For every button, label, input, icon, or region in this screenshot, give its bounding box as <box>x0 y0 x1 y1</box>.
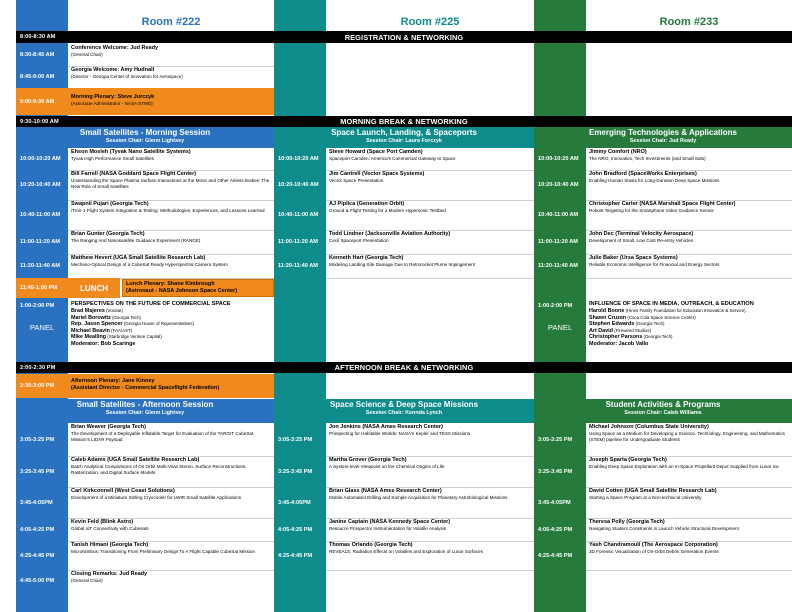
talk-entry <box>586 456 792 487</box>
talk-speaker: Ehson Mosleh (Tyvak Nano Satellite Systems) <box>71 149 191 155</box>
panelist-org: (Coca Cola Space Science Center) <box>626 314 696 320</box>
time-slot: 10:00-10:20 AM <box>278 156 319 162</box>
talk-title: (General Chair) <box>71 578 103 583</box>
talk-title: Mobile Automated Drilling and Sample Acquisition for Planetary Astrobiological Missions <box>329 495 508 500</box>
talk-title: Navigating Student Constraints in Launch Vehicle Structural Development <box>589 526 739 531</box>
talk-title: Prospecting for Habitable Worlds: NASA's Kepler and TESS Missions <box>329 431 471 436</box>
time-slot: 3:25-3:45 PM <box>20 468 55 475</box>
time-slot: 3:45-4:05PM <box>278 499 311 506</box>
session-header <box>274 127 534 148</box>
time-slot: 4:05-4:25 PM <box>20 526 55 533</box>
talk-title: Using Space as a Medium for Developing a Science, Technology, Engineering, and Mathematics (STEM) pipeline for Undergraduate Students <box>589 431 785 442</box>
talk-entry <box>326 254 534 278</box>
talk-entry <box>68 541 274 570</box>
session-chair: Session Chair: Laura Forczyk <box>366 138 442 144</box>
session-header <box>274 399 534 423</box>
talk-title: (Astronaut - NASA Johnson Space Center) <box>126 288 238 294</box>
time-slot: 10:40-11:00 AM <box>278 212 319 218</box>
talk-speaker: Michael Johnson (Columbus State University) <box>589 424 709 430</box>
panelist <box>589 308 789 315</box>
panelist <box>71 321 271 328</box>
session-title: Small Satellites - Morning Session <box>79 128 211 137</box>
panelist-name: Rep. Jason Spencer <box>71 321 123 328</box>
time-slot: 11:20-11:40 AM <box>20 263 60 269</box>
panelist <box>71 341 271 348</box>
talk-speaker: David Cotten (UGA Small Satellite Research Lab) <box>589 488 717 494</box>
panelist <box>589 334 789 341</box>
talk-entry <box>586 254 792 278</box>
session-title: Space Science & Deep Space Missions <box>329 400 479 409</box>
panelist-org: (Starbridge Venture Capital) <box>106 334 162 340</box>
panelist-name: Brad Majeres <box>71 308 105 314</box>
talk-entry <box>586 230 792 254</box>
talk-speaker: Morning Plenary: Steve Jurczyk <box>71 94 155 100</box>
talk-entry <box>326 487 534 518</box>
talk-speaker: Julie Baker (Ursa Space Systems) <box>589 255 678 261</box>
session-chair: Session Chair: Glenn Lightsey <box>105 138 185 144</box>
talk-speaker: Conference Welcome: Jud Ready <box>71 45 159 51</box>
time-slot: 4:25-4:45 PM <box>278 552 313 559</box>
afternoon-break-bar <box>16 362 792 373</box>
panelist <box>71 315 271 322</box>
talk-speaker: Swapnil Pujari (Georgia Tech) <box>71 201 149 207</box>
bar-label: REGISTRATION & NETWORKING <box>344 32 464 42</box>
talk-entry <box>68 170 274 200</box>
talk-entry <box>586 148 792 170</box>
talk-speaker: Steve Howard (Space Port Camden) <box>329 149 423 155</box>
talk-entry <box>586 423 792 456</box>
closing-time: 4:45-5:00 PM <box>20 578 55 584</box>
talk-entry <box>68 518 274 541</box>
time-slot: 10:00-10:20 AM <box>538 156 579 162</box>
talk-title: Tyvak High Performance Small Satellites <box>71 156 154 161</box>
time-slot: 10:40-11:00 AM <box>20 212 61 218</box>
registration-bar <box>16 31 792 43</box>
panelist-name: Mike Mealling <box>71 334 107 341</box>
time-slot: 3:05-3:25 PM <box>278 436 313 443</box>
talk-title: Modeling Landing Site Damage Due to Retrorocket Plume Impingement <box>329 262 476 267</box>
talk-entry <box>326 541 534 570</box>
session-title: Student Activities & Programs <box>605 400 721 409</box>
talk-title: Mechano-Optical Design of a CubeSat Ready Hyperspectral Camera System <box>71 262 228 267</box>
time-slot: 3:05-3:25 PM <box>20 436 55 443</box>
talk-entry <box>326 423 534 456</box>
time-slot: 3:45-4:05PM <box>538 499 571 506</box>
talk-speaker: Thomas Orlando (Georgia Tech) <box>329 542 413 548</box>
panel-time: 1:00-2:00 PM <box>538 303 573 309</box>
time-slot: 11:20-11:40 AM <box>538 263 578 269</box>
morning-break-bar <box>16 116 792 127</box>
talk-speaker: AJ Piplica (Generation Orbit) <box>329 201 405 207</box>
panelist-org: (Georgia Tech) <box>642 334 673 340</box>
time-slot: 4:05-4:25 PM <box>278 526 313 533</box>
talk-title: Development of Small, Low Cost Re-entry Vehicles <box>589 238 693 243</box>
panel-time: 1:00-2:00 PM <box>20 303 55 309</box>
talk-title: (Associate Administrator - NASA STMD) <box>71 101 153 106</box>
panelist-name: Moderator: Jacob Vallo <box>589 340 649 347</box>
talk-speaker: Todd Lindner (Jacksonville Aviation Authority) <box>329 231 451 237</box>
panelist <box>71 328 271 335</box>
panelist <box>589 328 789 335</box>
room-header-1: Room #222 <box>141 16 201 28</box>
session-title: Space Launch, Landing, & Spaceports <box>331 128 477 137</box>
talk-title: Cecil Spaceport Presentation <box>329 238 389 243</box>
talk-title: (General Chair) <box>71 52 103 57</box>
talk-entry <box>586 170 792 200</box>
time-slot: 10:40-11:00 AM <box>538 212 579 218</box>
session-title: Small Satellites - Afternoon Session <box>76 400 214 409</box>
panelist-name: Shawn Cruzen <box>589 314 627 321</box>
panelist-org: (Hines Family Foundation for Education Innovation & Service) <box>624 308 746 313</box>
session-header <box>16 399 274 423</box>
talk-speaker: Tanish Himani (Georgia Tech) <box>71 542 149 548</box>
panel-discussion <box>586 300 792 360</box>
time-slot: 3:25-3:45 PM <box>278 468 313 475</box>
time-slot: 10:20-10:40 AM <box>278 182 319 188</box>
time-slot: 8:30-8:45 AM <box>20 52 55 58</box>
panelist-name: Michael Beavin <box>71 327 110 334</box>
time-slot: 3:45-4:05PM <box>20 499 53 506</box>
talk-entry <box>586 487 792 518</box>
session-chair: Session Chair: Glenn Lightsey <box>105 410 185 416</box>
talk-title: Resource Prospector Instrumentation for Volatile Analysis <box>329 526 446 531</box>
panel-heading: INFLUENCE OF SPACE IN MEDIA, OUTREACH, & EDUCATION <box>589 301 754 307</box>
talk-speaker: Georgia Welcome: Amy Hudnall <box>71 67 155 73</box>
panelist-name: Harold Boone <box>589 308 625 314</box>
panelist <box>589 315 789 322</box>
panelist-org: (VoxSat) <box>104 308 123 313</box>
talk-title: The Development of a Deployable Inflatable Target for Evaluation of the TARGIT CubeSat Mission's LIDAR Payload <box>71 431 254 442</box>
talk-speaker: Jimmy Comfort (NRO) <box>589 149 647 155</box>
morning-plenary <box>68 88 274 115</box>
talk-speaker: Caleb Adams (UGA Small Satellite Research Lab) <box>71 457 200 463</box>
session-title: Emerging Technologies & Applications <box>588 128 737 137</box>
lunch-time: 11:45-1:00 PM <box>16 278 68 298</box>
talk-entry <box>326 230 534 254</box>
afternoon-plenary-time: 2:30-3:00 PM <box>16 374 68 398</box>
panel-discussion <box>68 300 274 360</box>
time-slot: 10:20-10:40 AM <box>538 182 579 188</box>
talk-title: The NRO, Innovation, Tech Investments (and Small Sats) <box>589 156 706 161</box>
talk-speaker: Brian Gunter (Georgia Tech) <box>71 231 145 237</box>
session-chair: Session Chair: Caleb Williams <box>624 410 702 416</box>
bar-label: MORNING BREAK & NETWORKING <box>340 117 468 126</box>
talk-title: REVEALS: Radiation Effects on Volatiles and Exploration of Lunar Surfaces <box>329 549 483 554</box>
talk-entry <box>68 487 274 518</box>
closing-remarks <box>68 570 274 592</box>
session-header <box>534 399 792 423</box>
time-slot: 10:20-10:40 AM <box>20 182 61 188</box>
talk-entry <box>586 200 792 230</box>
panel-label: PANEL <box>29 323 55 332</box>
talk-entry <box>326 456 534 487</box>
panelist-org: (FAA/AST) <box>109 327 133 333</box>
talk-title: The Ranging And Nanosatellite Guidance Experiment (RANGE) <box>71 238 201 243</box>
talk-title: MicroNimbus: Transitioning From Preliminary Design To A Flight Capable CubeSat Mission <box>71 549 255 554</box>
time-slot: 11:00-11:20 AM <box>278 239 318 245</box>
row-divider <box>326 278 534 279</box>
row-divider <box>326 570 534 571</box>
talk-title: Batch Analytical Comparisons of On Orbit Multi-View Stereo, Surface Reconstructions, Rasterization, and Digital Surface Models <box>71 464 247 475</box>
panelist <box>71 334 271 341</box>
talk-title: Enabling Human Stasis for Long-Duration Deep Space Missions <box>589 178 720 183</box>
talk-title: (Director - Georgia Center of Innovation for Aerospace) <box>71 74 183 79</box>
room-header-2: Room #225 <box>400 16 460 28</box>
talk-entry <box>68 423 274 456</box>
bar-time: 8:00-8:30 AM <box>20 34 56 40</box>
talk-speaker: Jon Jenkins (NASA Ames Research Center) <box>329 424 443 430</box>
panelist-org: (Georgia House of Representatives) <box>122 321 195 327</box>
talk-title: Reliable Economic Intelligence for Financial and Energy Sectors <box>589 262 720 267</box>
talk-speaker: Bill Farrell (NASA Goddard Space Flight Center) <box>71 171 197 177</box>
time-slot: 11:00-11:20 AM <box>538 239 578 245</box>
time-slot: 4:25-4:45 PM <box>20 552 55 559</box>
panelist-org: (Fireweed Studios) <box>612 327 652 333</box>
time-slot: 10:00-10:20 AM <box>20 156 61 162</box>
talk-entry <box>68 456 274 487</box>
room-header-3: Room #233 <box>659 16 719 28</box>
talk-speaker: Matthew Hevert (UGA Small Satellite Research Lab) <box>71 255 206 261</box>
talk-speaker: Lunch Plenary: Shane Kimbrough <box>126 281 215 287</box>
talk-speaker: Kenneth Hart (Georgia Tech) <box>329 255 404 261</box>
talk-entry <box>586 518 792 541</box>
panelist-name: Moderator: Bob Scaringe <box>71 340 136 347</box>
talk-speaker: Afternoon Plenary: Jane Kinney <box>71 378 155 384</box>
session-header <box>534 127 792 148</box>
time-slot: 4:05-4:25 PM <box>538 526 573 533</box>
row-divider <box>586 570 792 571</box>
talk-title: Robust Targeting for the Smartphone Video Guidance Sensor <box>589 208 714 213</box>
bar-time: 9:30-10:00 AM <box>20 118 59 125</box>
panel-heading: PERSPECTIVES ON THE FUTURE OF COMMERCIAL SPACE <box>71 301 231 307</box>
talk-speaker: Closing Remarks: Jud Ready <box>71 571 148 577</box>
bar-time: 2:00-2:30 PM <box>20 364 56 371</box>
session-chair: Session Chair: Kennda Lynch <box>365 410 443 416</box>
session-chair: Session Chair: Jud Ready <box>629 138 697 144</box>
panel-label: PANEL <box>547 323 573 332</box>
panelist-org: (Georgia Tech) <box>634 321 665 327</box>
row-divider <box>586 278 792 279</box>
talk-title: Ground & Flight Testing for a Modern Hypersonic Testbed <box>329 208 446 213</box>
panelist-name: Art David <box>589 327 613 334</box>
opening-talk <box>68 66 274 88</box>
talk-title: Enabling Deep Space Exploration with an In-Space Propellant Depot Supplied from Lunar Ice <box>589 464 779 469</box>
talk-title: iTron-1 Flight System Integration & Testing: Methodologies, Experiences, and Lessons Learned <box>71 208 265 213</box>
panelist <box>589 341 789 348</box>
panelist-name: Mariel Borowitz <box>71 314 111 321</box>
talk-entry <box>68 230 274 254</box>
bar-label: AFTERNOON BREAK & NETWORKING <box>334 363 474 372</box>
talk-entry <box>326 148 534 170</box>
panelist-name: Christopher Parsons <box>589 334 643 341</box>
panelist-org: (Georgia Tech) <box>110 314 142 320</box>
session-header <box>16 127 274 148</box>
talk-speaker: Carl Kirkconnell (West Coast Solutions) <box>71 488 175 494</box>
lunch-plenary <box>122 279 274 297</box>
talk-speaker: Janine Captain (NASA Kennedy Space Center) <box>329 519 451 525</box>
panelist <box>589 321 789 328</box>
talk-title: Understanding the Space Plasma Surface Interactions at the Moon and Other Airless Bodies: The New Role of Small Satellites <box>71 178 270 189</box>
talk-title: Starting a Space Program at a Non-technical University <box>589 495 702 500</box>
panelist-name: Stephen Edwards <box>589 321 635 328</box>
lunch-label: LUNCH <box>68 278 120 298</box>
talk-title: Vector Space Presentation <box>329 178 384 183</box>
talk-entry <box>68 254 274 278</box>
time-slot: 11:00-11:20 AM <box>20 239 60 245</box>
talk-speaker: John Bradford (SpaceWorks Enterprises) <box>589 171 697 177</box>
time-slot: 3:25-3:45 PM <box>538 468 573 475</box>
talk-speaker: Jim Cantrell (Vector Space Systems) <box>329 171 425 177</box>
talk-entry <box>326 170 534 200</box>
talk-speaker: Christopher Carter (NASA Marshall Space Flight Center) <box>589 201 736 207</box>
talk-speaker: Kevin Feld (Blink Astro) <box>71 519 134 525</box>
afternoon-plenary <box>68 374 274 398</box>
talk-title: 3D Forensic Visualization of On-Orbit Debris Generation Events <box>589 549 719 554</box>
talk-speaker: Theresa Polly (Georgia Tech) <box>589 519 665 525</box>
talk-title: (Assistant Director - Commercial Spaceflight Federation) <box>71 385 220 391</box>
talk-title: Spaceport Camden: America's Commercial Gateway to Space <box>329 156 456 161</box>
talk-speaker: Yash Chandramouli (The Aerospace Corporation) <box>589 542 718 548</box>
time-slot: 8:45-9:00 AM <box>20 74 55 80</box>
talk-speaker: Joseph Sparta (Georgia Tech) <box>589 457 667 463</box>
talk-title: A System-level Viewpoint on the Chemical Origins of Life <box>329 464 445 469</box>
talk-entry <box>586 541 792 570</box>
time-slot: 3:05-3:25 PM <box>538 436 573 443</box>
talk-entry <box>326 200 534 230</box>
panelist <box>71 308 271 315</box>
time-slot: 9:00-9:30 AM <box>16 88 68 115</box>
talk-speaker: Martha Grover (Georgia Tech) <box>329 457 407 463</box>
talk-speaker: John Dec (Terminal Velocity Aerospace) <box>589 231 694 237</box>
time-slot: 4:25-4:45 PM <box>538 552 573 559</box>
talk-speaker: Brian Weaver (Georgia Tech) <box>71 424 146 430</box>
talk-title: Development of a Miniature Stirling Cryocooler for LWIR Small Satellite Applications <box>71 495 242 500</box>
talk-speaker: Brian Glass (NASA Ames Research Center) <box>329 488 442 494</box>
talk-entry <box>68 148 274 170</box>
talk-entry <box>68 200 274 230</box>
talk-title: Global IoT Connectivity with Cubesats <box>71 526 149 531</box>
time-slot: 11:20-11:40 AM <box>278 263 318 269</box>
opening-talk <box>68 44 274 66</box>
talk-entry <box>326 518 534 541</box>
